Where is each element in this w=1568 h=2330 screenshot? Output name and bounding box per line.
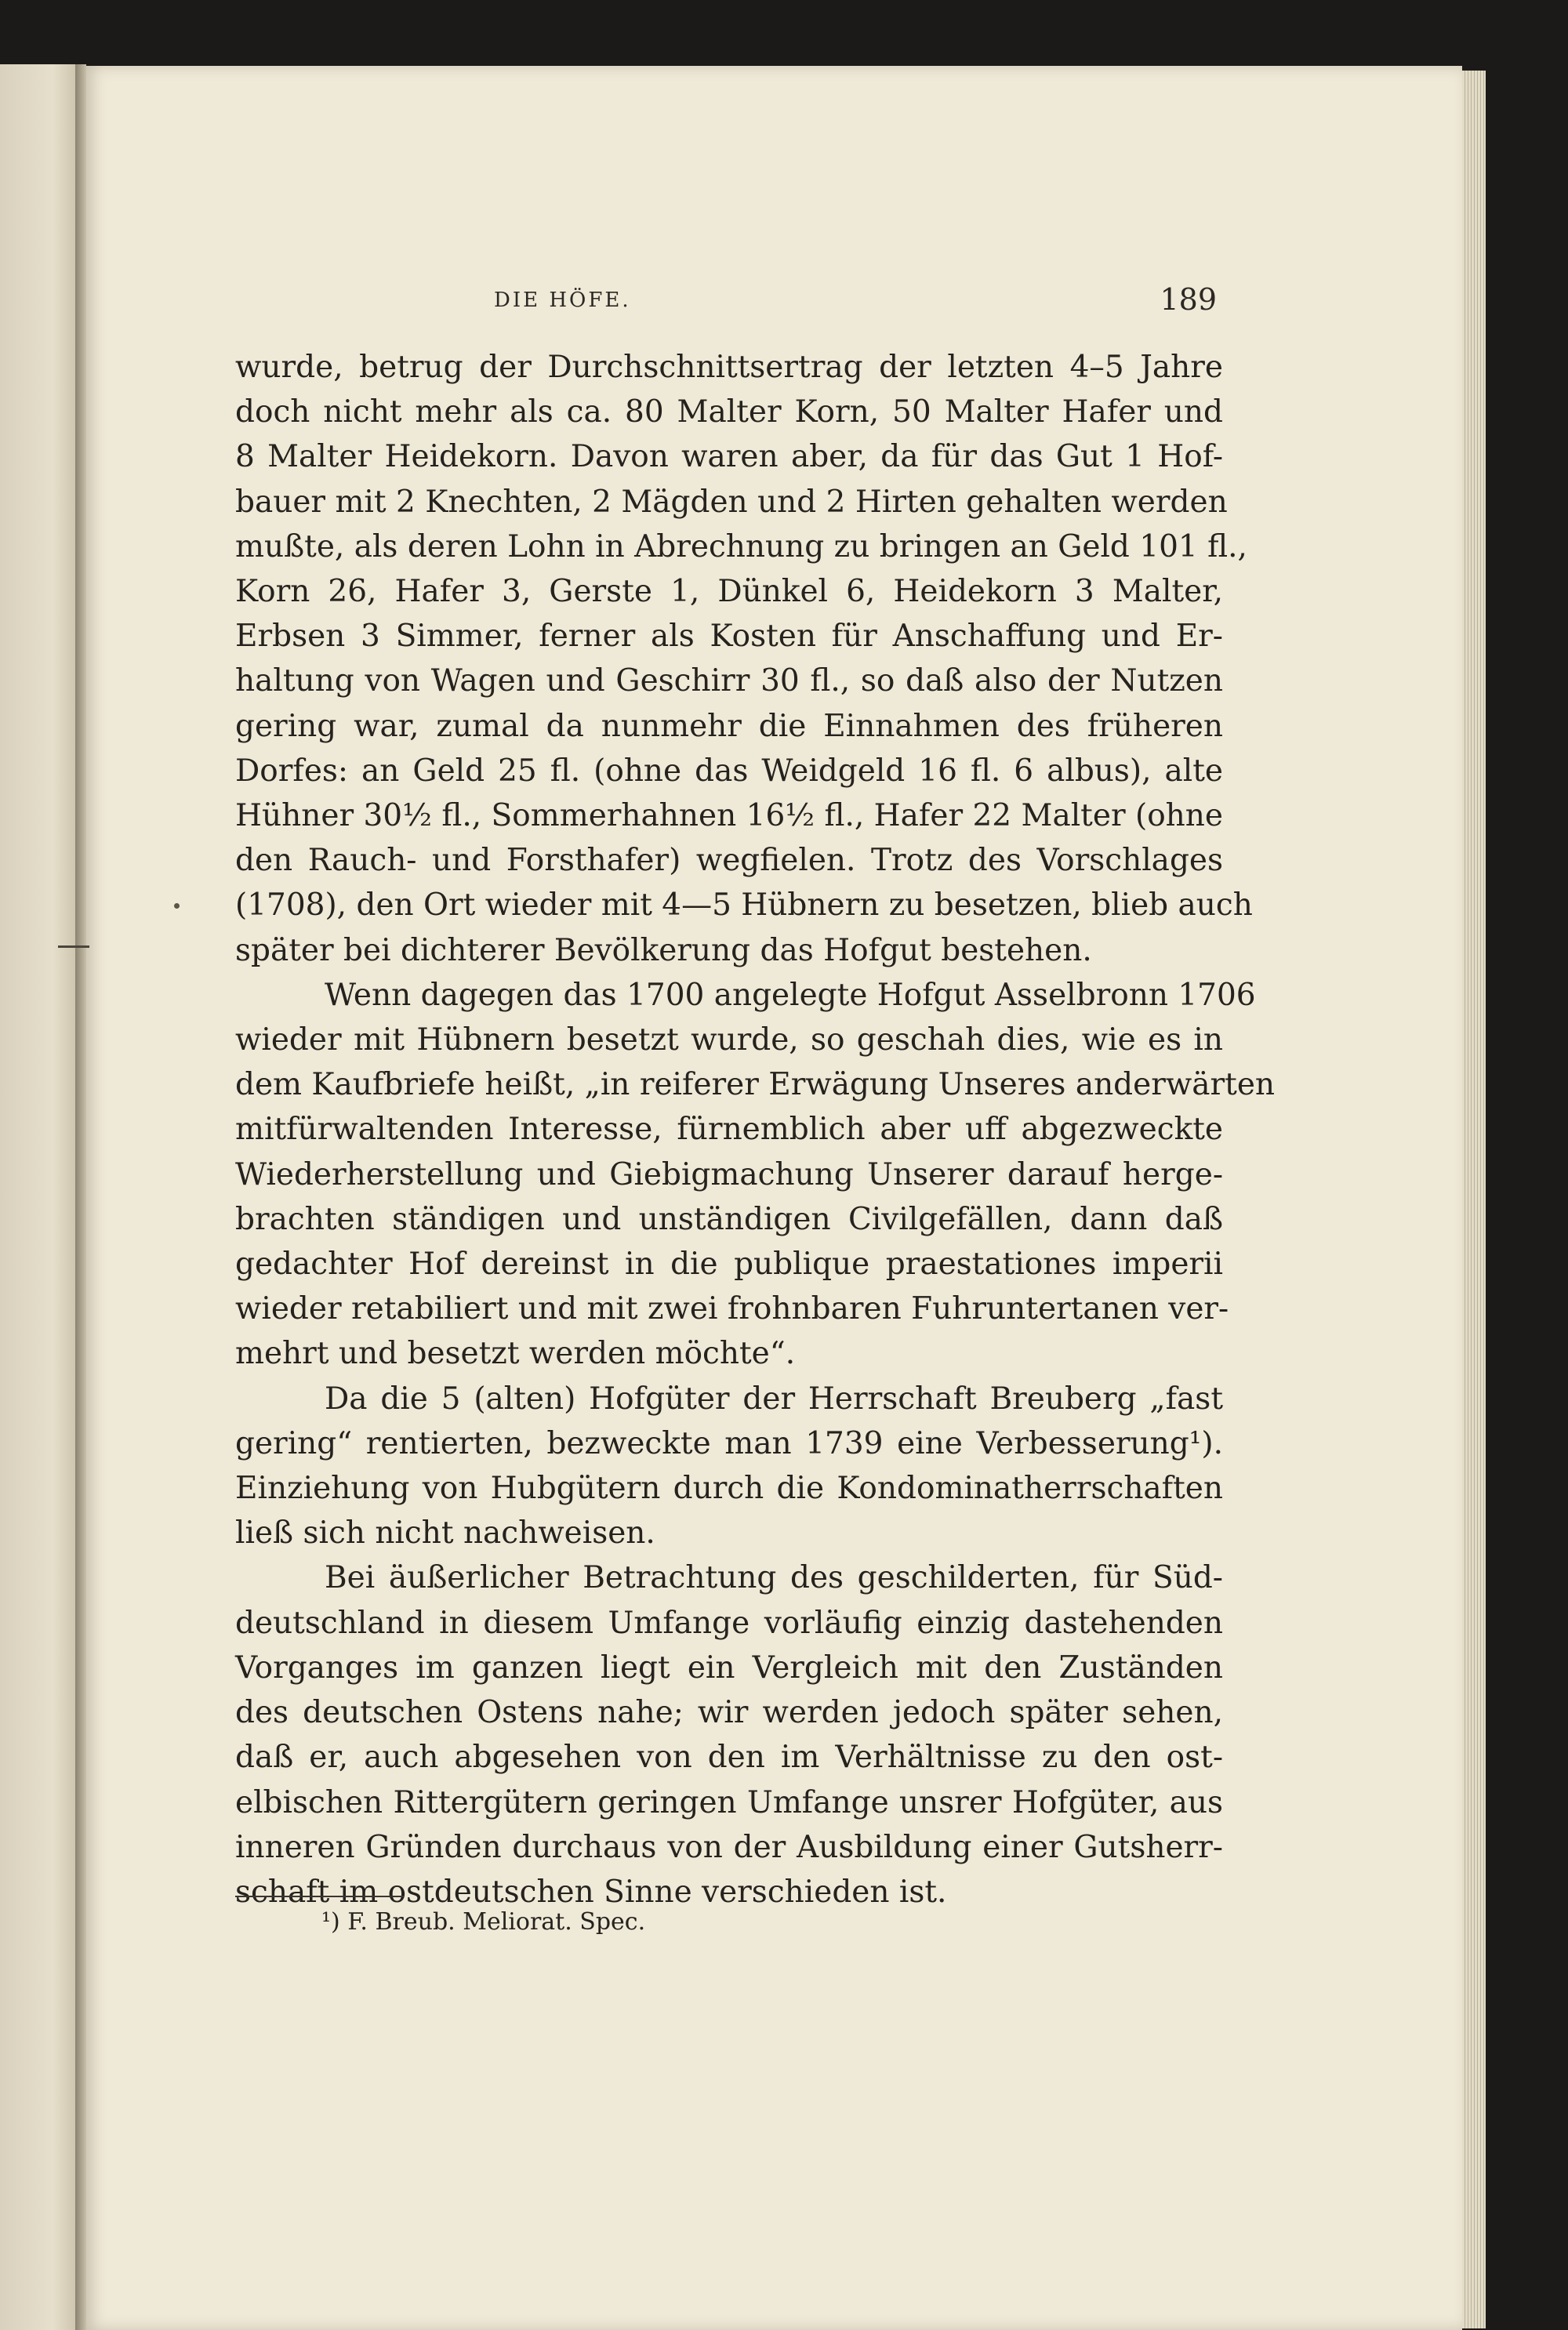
- running-title: DIE HÖFE.: [494, 289, 631, 312]
- running-head: [235, 282, 1223, 321]
- text-line: inneren Gründen durchaus von der Ausbildung einer Gutsherr-: [235, 1829, 1223, 1865]
- margin-dash-mark: [58, 945, 89, 948]
- footnote: ¹) F. Breub. Meliorat. Spec.: [321, 1908, 646, 1936]
- text-line: wurde, betrug der Durchschnittsertrag der letzten 4–5 Jahre: [235, 350, 1223, 385]
- text-line: haltung von Wagen und Geschirr 30 fl., so daß also der Nutzen: [235, 663, 1223, 699]
- body-text: [235, 345, 1276, 1914]
- text-line: später bei dichterer Bevölkerung das Hofgut bestehen.: [235, 932, 1092, 968]
- page-number: 189: [1160, 282, 1217, 317]
- text-line: dem Kaufbriefe heißt, „in reiferer Erwägung Unseres anderwärten: [235, 1067, 1276, 1103]
- text-line: den Rauch- und Forsthafer) wegfielen. Trotz des Vorschlages: [235, 843, 1223, 879]
- text-line: mußte, als deren Lohn in Abrechnung zu bringen an Geld 101 fl.,: [235, 528, 1247, 564]
- text-line: wieder retabiliert und mit zwei frohnbaren Fuhruntertanen ver-: [235, 1291, 1229, 1327]
- text-line: doch nicht mehr als ca. 80 Malter Korn, 50 Malter Hafer und: [235, 394, 1223, 430]
- text-line: Vorganges im ganzen liegt ein Vergleich mit den Zuständen: [235, 1650, 1223, 1686]
- text-line: wieder mit Hübnern besetzt wurde, so geschah dies, wie es in: [235, 1022, 1223, 1058]
- text-line: bauer mit 2 Knechten, 2 Mägden und 2 Hirten gehalten werden: [235, 484, 1228, 520]
- text-line: gering war, zumal da nunmehr die Einnahmen des früheren: [235, 708, 1223, 744]
- footnote-rule: [235, 1896, 404, 1897]
- text-line: Hühner 30½ fl., Sommerhahnen 16½ fl., Hafer 22 Malter (ohne: [235, 798, 1223, 834]
- text-line: des deutschen Ostens nahe; wir werden jedoch später sehen,: [235, 1695, 1223, 1731]
- text-line: (1708), den Ort wieder mit 4—5 Hübnern zu besetzen, blieb auch: [235, 887, 1253, 924]
- facing-page-edge: [0, 64, 75, 2330]
- text-line: Einziehung von Hubgütern durch die Kondominatherrschaften: [235, 1471, 1223, 1507]
- text-line: Dorfes: an Geld 25 fl. (ohne das Weidgeld 16 fl. 6 albus), alte: [235, 753, 1223, 789]
- text-line: gering“ rentierten, bezweckte man 1739 eine Verbesserung¹).: [235, 1425, 1223, 1461]
- text-line: Erbsen 3 Simmer, ferner als Kosten für Anschaffung und Er-: [235, 619, 1223, 655]
- text-line: Korn 26, Hafer 3, Gerste 1, Dünkel 6, Heidekorn 3 Malter,: [235, 574, 1223, 610]
- text-line: deutschland in diesem Umfange vorläufig einzig dastehenden: [235, 1605, 1223, 1641]
- text-line: Wenn dagegen das 1700 angelegte Hofgut Asselbronn 1706: [325, 977, 1256, 1013]
- margin-dot-mark: [174, 903, 180, 909]
- book-gutter: [75, 64, 86, 2330]
- text-line: mitfürwaltenden Interesse, fürnemblich aber uff abgezweckte: [235, 1112, 1223, 1148]
- text-line: brachten ständigen und unständigen Civilgefällen, dann daß: [235, 1201, 1223, 1237]
- text-line: Da die 5 (alten) Hofgüter der Herrschaft Breuberg „fast: [325, 1381, 1223, 1417]
- text-line: mehrt und besetzt werden möchte“.: [235, 1336, 796, 1372]
- text-line: daß er, auch abgesehen von den im Verhältnisse zu den ost-: [235, 1740, 1223, 1776]
- text-line: 8 Malter Heidekorn. Davon waren aber, da für das Gut 1 Hof-: [235, 439, 1223, 475]
- text-line: schaft im ostdeutschen Sinne verschieden ist.: [235, 1874, 947, 1910]
- text-line: ließ sich nicht nachweisen.: [235, 1515, 655, 1552]
- text-line: Wiederherstellung und Giebigmachung Unserer darauf herge-: [235, 1156, 1223, 1192]
- text-line: elbischen Rittergütern geringen Umfange unsrer Hofgüter, aus: [235, 1784, 1223, 1820]
- page-edges: [1462, 71, 1486, 2328]
- text-line: Bei äußerlicher Betrachtung des geschilderten, für Süd-: [325, 1560, 1223, 1596]
- text-line: gedachter Hof dereinst in die publique praestationes imperii: [235, 1247, 1223, 1283]
